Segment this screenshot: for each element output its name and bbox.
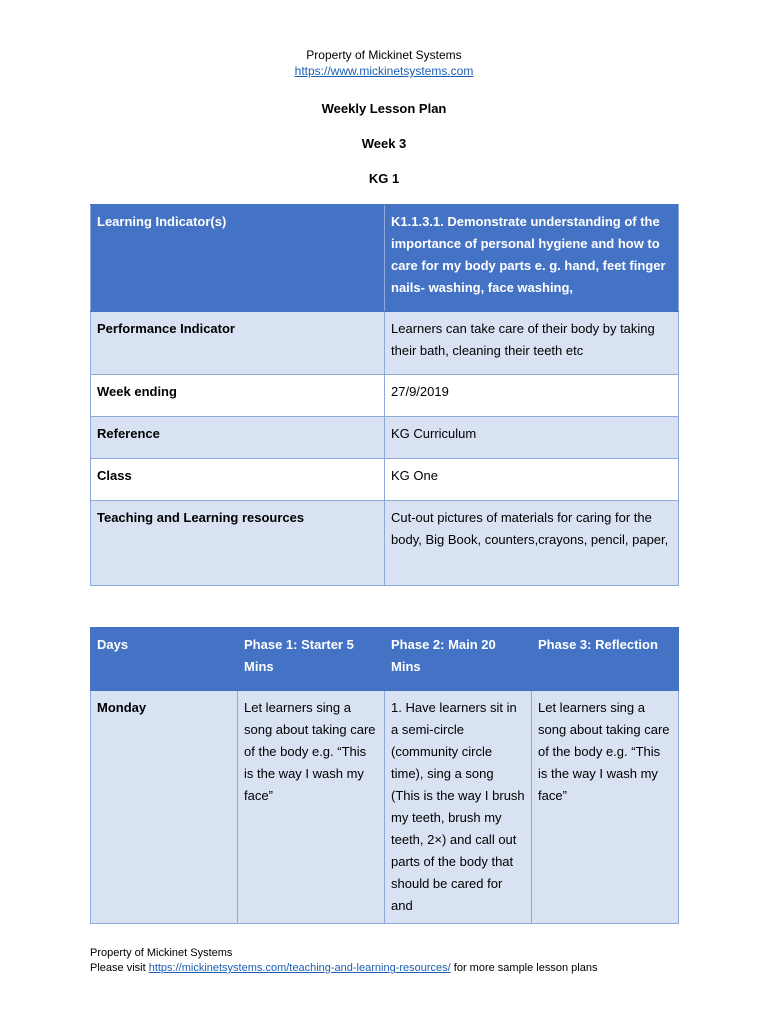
footer-visit-prefix: Please visit xyxy=(90,962,149,974)
footer-visit-suffix: for more sample lesson plans xyxy=(450,962,598,974)
week-title: Week 3 xyxy=(361,136,407,151)
class-title: KG 1 xyxy=(368,171,400,186)
lesson-phases-table xyxy=(90,627,679,924)
lesson-info-table xyxy=(90,204,679,586)
footer-property-text: Property of Mickinet Systems xyxy=(90,947,233,959)
class-row xyxy=(91,459,679,501)
days-header: Days xyxy=(91,628,238,691)
document-footer xyxy=(90,946,597,976)
week-ending-value: 27/9/2019 xyxy=(385,375,679,417)
phase2-header: Phase 2: Main 20 Mins xyxy=(385,628,532,691)
header-website-link[interactable]: https://www.mickinetsystems.com xyxy=(294,64,474,78)
monday-day-cell: Monday xyxy=(91,691,238,924)
monday-phase1-cell: Let learners sing a song about taking care of the body e.g. “This is the way I wash my face” xyxy=(238,691,385,924)
resources-row xyxy=(91,501,679,586)
footer-visit-line xyxy=(90,961,597,976)
reference-value: KG Curriculum xyxy=(385,417,679,459)
reference-row xyxy=(91,417,679,459)
class-label: Class xyxy=(91,459,385,501)
performance-indicator-value: Learners can take care of their body by taking their bath, cleaning their teeth etc xyxy=(385,312,679,375)
resources-label: Teaching and Learning resources xyxy=(91,501,385,586)
class-value: KG One xyxy=(385,459,679,501)
learning-indicator-value: K1.1.3.1. Demonstrate understanding of the importance of personal hygiene and how to care for my body parts e. g. hand, feet finger nails- washing, face washing, xyxy=(385,205,679,312)
header-property-text: Property of Mickinet Systems xyxy=(306,48,462,62)
phases-header-row xyxy=(91,628,679,691)
reference-label: Reference xyxy=(91,417,385,459)
document-header xyxy=(0,47,768,79)
resources-value: Cut-out pictures of materials for caring for the body, Big Book, counters,crayons, pencil, paper, xyxy=(385,501,679,586)
monday-phase2-cell: 1. Have learners sit in a semi-circle (community circle time), sing a song (This is the way I brush my teeth, brush my teeth, 2×) and call out parts of the body that should be cared for and xyxy=(385,691,532,924)
week-ending-row xyxy=(91,375,679,417)
learning-indicator-label: Learning Indicator(s) xyxy=(91,205,385,312)
monday-row xyxy=(91,691,679,924)
week-ending-label: Week ending xyxy=(91,375,385,417)
performance-indicator-row xyxy=(91,312,679,375)
performance-indicator-label: Performance Indicator xyxy=(91,312,385,375)
phase1-header: Phase 1: Starter 5 Mins xyxy=(238,628,385,691)
footer-resources-link[interactable]: https://mickinetsystems.com/teaching-and-learning-resources/ xyxy=(148,962,451,974)
monday-phase3-cell: Let learners sing a song about taking care of the body e.g. “This is the way I wash my face” xyxy=(532,691,679,924)
phase3-header: Phase 3: Reflection xyxy=(532,628,679,691)
learning-indicator-row xyxy=(91,205,679,312)
document-title: Weekly Lesson Plan xyxy=(321,101,447,116)
